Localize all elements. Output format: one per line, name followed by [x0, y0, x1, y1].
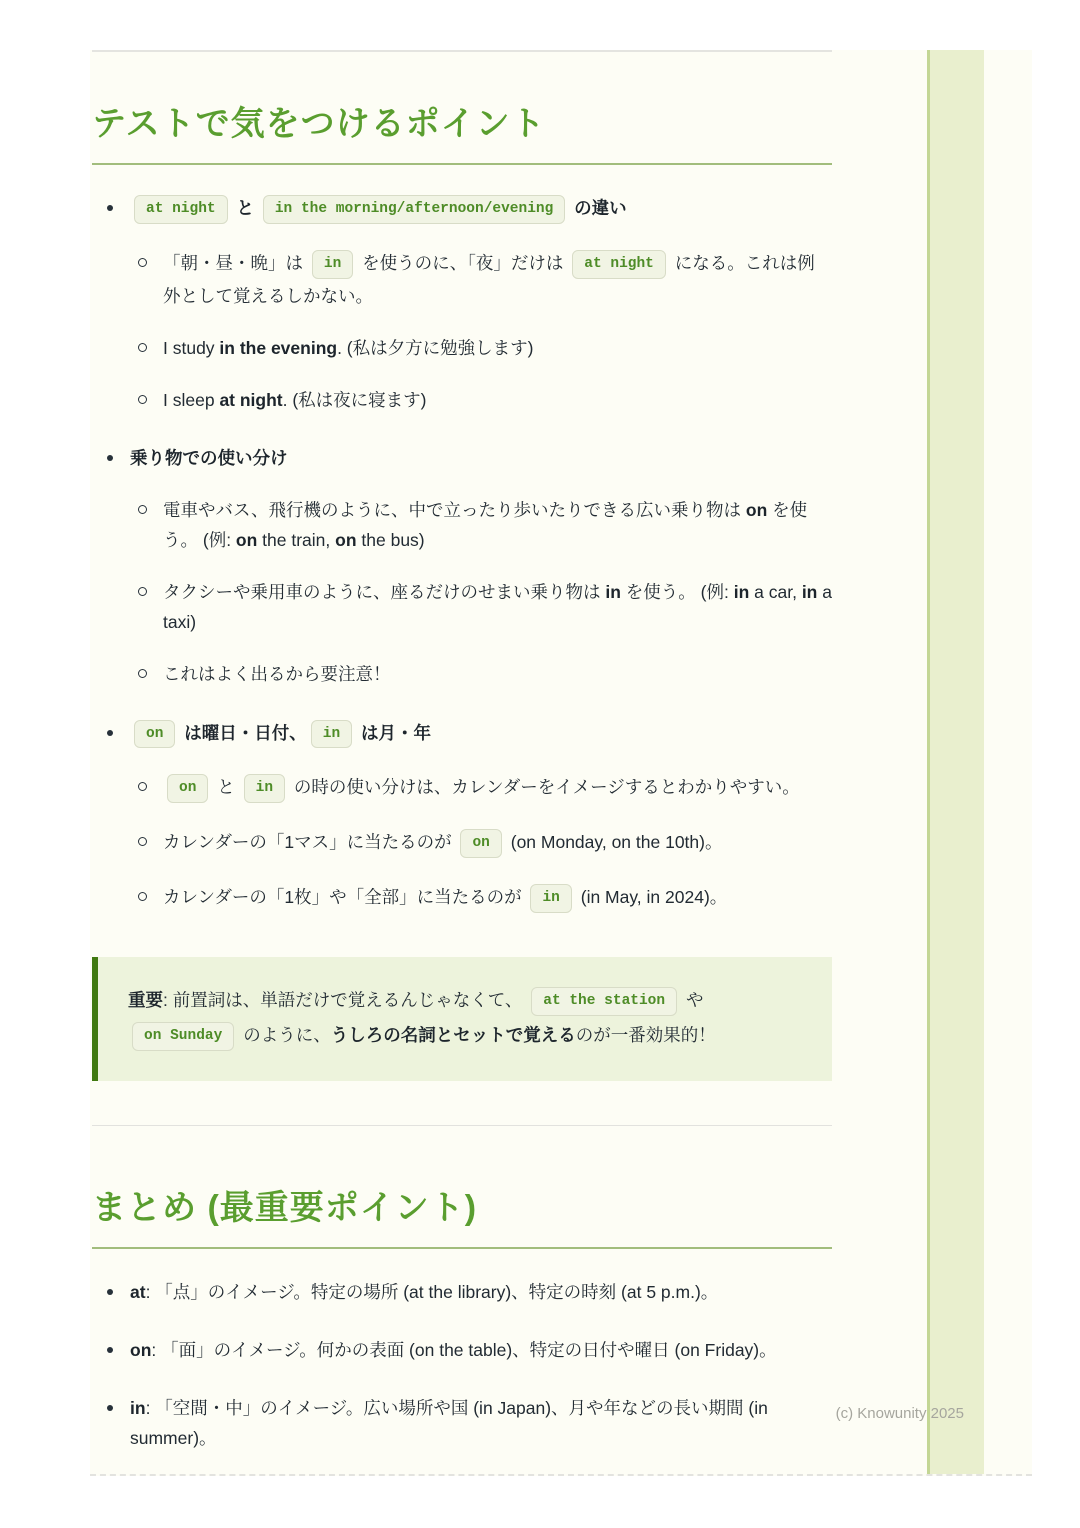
- list-item: [130, 827, 832, 860]
- list-item: [92, 1335, 832, 1365]
- text-segment: : 前置詞は、単語だけで覚えるんじゃなくて、: [163, 989, 528, 1010]
- text-segment: I sleep: [163, 389, 220, 410]
- text-segment: の時の使い分けは、カレンダーをイメージするとわかりやすい。: [289, 777, 800, 798]
- copyright-footer: (c) Knowunity 2025: [835, 1405, 964, 1422]
- sections: [92, 96, 832, 1453]
- bullet-list: [92, 193, 832, 915]
- bold-text: の違い: [569, 198, 627, 219]
- bold-text: 重要: [128, 989, 163, 1010]
- text-segment: 「朝・昼・晩」は: [163, 252, 308, 273]
- bullet-list: [92, 1277, 832, 1453]
- list-item: [92, 443, 832, 473]
- list-item: [130, 659, 832, 689]
- text-segment: : 「空間・中」のイメージ。広い場所や国 (in Japan)、月や年などの長い期間 (in summer)。: [130, 1397, 768, 1448]
- text-segment: を使う。 (例:: [620, 582, 734, 603]
- text-segment: the bus): [356, 530, 425, 551]
- page-edge-stripe: [927, 50, 984, 1474]
- list-item: [130, 577, 832, 637]
- callout-text: [128, 983, 802, 1053]
- document-section: [92, 1180, 832, 1453]
- list-item: [130, 882, 832, 915]
- text-segment: : 「面」のイメージ。何かの表面 (on the table)、特定の日付や曜日 (on Friday)。: [151, 1339, 777, 1360]
- top-divider: [92, 50, 832, 52]
- text-segment: これはよく出るから要注意！: [163, 664, 391, 685]
- list-item: [130, 385, 832, 415]
- bold-text: in: [733, 582, 750, 603]
- text-segment: を使うのに、「夜」だけは: [357, 252, 569, 273]
- bold-text: 乗り物での使い分け: [130, 447, 288, 468]
- text-segment: I study: [163, 337, 220, 358]
- section-title: まとめ (最重要ポイント): [92, 1188, 478, 1227]
- text-segment: や: [681, 989, 704, 1010]
- bold-text: うしろの名詞とセットで覚える: [330, 1024, 576, 1045]
- title-underline: [92, 1247, 832, 1249]
- text-segment: the train,: [257, 530, 336, 551]
- list-item: [130, 495, 832, 555]
- bold-text: in the evening: [219, 337, 338, 358]
- text-segment: と: [212, 777, 240, 798]
- text-segment: カレンダーの「1枚」や「全部」に当たるのが: [163, 887, 527, 908]
- document-page: [90, 50, 1032, 1476]
- code-chip: at night: [572, 250, 666, 279]
- bold-text: on: [130, 1339, 152, 1360]
- text-segment: 電車やバス、飛行機のように、中で立ったり歩いたりできる広い乗り物は: [163, 500, 746, 521]
- code-chip: on: [460, 829, 501, 858]
- text-segment: のが一番効果的！: [575, 1024, 716, 1045]
- content-column: [92, 50, 832, 1453]
- text-segment: : 「点」のイメージ。特定の場所 (at the library)、特定の時刻 (at 5 p.m.)。: [145, 1281, 719, 1302]
- bold-text: は月・年: [356, 722, 432, 743]
- list-item: [130, 248, 832, 311]
- text-segment: (on Monday, on the 10th)。: [505, 832, 723, 853]
- list-item: [92, 1277, 832, 1307]
- text-segment: . (私は夕方に勉強します): [337, 337, 534, 358]
- list-item: [92, 193, 832, 226]
- text-segment: を使う。 (例:: [163, 500, 808, 551]
- code-chip: at night: [134, 195, 228, 224]
- text-segment: になる。これは例外として覚えるしかない。: [163, 252, 815, 306]
- bold-text: は曜日・日付、: [179, 722, 307, 743]
- bold-text: on: [745, 500, 768, 521]
- code-chip: in: [312, 250, 353, 279]
- code-chip: in the morning/afternoon/evening: [263, 195, 565, 224]
- section-title: テストで気をつけるポイント: [92, 105, 546, 143]
- code-chip: on: [134, 720, 175, 749]
- text-segment: a taxi): [163, 582, 832, 633]
- code-chip: in: [311, 720, 352, 749]
- text-segment: a car,: [749, 582, 802, 603]
- bold-text: と: [231, 198, 259, 219]
- section-divider: [92, 1125, 832, 1126]
- bold-text: at night: [219, 389, 283, 410]
- bold-text: in: [801, 582, 818, 603]
- code-chip: in: [244, 774, 285, 803]
- bold-text: on: [235, 530, 258, 551]
- text-segment: のように、: [238, 1024, 331, 1045]
- code-chip: on: [167, 774, 208, 803]
- bold-text: in: [605, 582, 621, 603]
- code-chip: in: [530, 884, 571, 913]
- list-item: [130, 772, 832, 805]
- text-segment: . (私は夜に寝ます): [282, 389, 427, 410]
- title-underline: [92, 163, 832, 165]
- list-item: [92, 718, 832, 751]
- bold-text: at: [130, 1281, 146, 1302]
- code-chip: on Sunday: [132, 1022, 234, 1051]
- document-section: [92, 96, 832, 1126]
- text-segment: タクシーや乗用車のように、座るだけのせまい乗り物は: [163, 582, 606, 603]
- code-chip: at the station: [531, 987, 677, 1016]
- bold-text: on: [335, 530, 357, 551]
- bold-text: in: [130, 1397, 146, 1418]
- text-segment: (in May, in 2024)。: [575, 887, 728, 908]
- important-callout: [92, 957, 832, 1081]
- list-item: [92, 1393, 832, 1453]
- list-item: [130, 333, 832, 363]
- text-segment: カレンダーの「1マス」に当たるのが: [163, 832, 457, 853]
